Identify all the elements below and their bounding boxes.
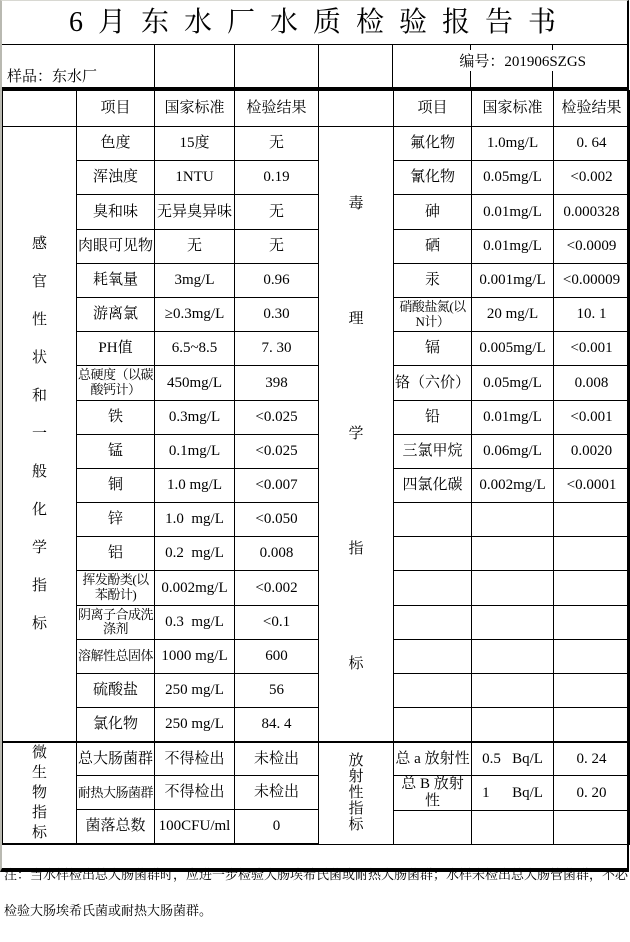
result-cell: 0. 20 xyxy=(554,776,630,811)
item-cell: 总 a 放射性 xyxy=(394,742,472,776)
item-cell: 浑浊度 xyxy=(77,161,155,195)
footnote-line: 检验大肠埃希氏菌或耐热大肠菌群。 xyxy=(4,903,213,918)
grid-line xyxy=(392,45,393,87)
item-cell: 硫酸盐 xyxy=(77,674,155,708)
result-cell: <0.050 xyxy=(235,503,319,537)
result-cell: 0.0020 xyxy=(554,434,630,468)
category-char: 般 xyxy=(31,463,47,480)
result-cell: <0.0009 xyxy=(554,229,630,263)
corner-cell xyxy=(3,91,77,127)
item-cell: 三氯甲烷 xyxy=(394,434,472,468)
item-cell: 氯化物 xyxy=(77,708,155,742)
result-cell: 600 xyxy=(235,639,319,673)
category-char: 学 xyxy=(31,539,47,556)
category-char: 官 xyxy=(31,273,47,290)
item-cell: PH值 xyxy=(77,332,155,366)
category-char: 学 xyxy=(348,425,364,442)
report-number: 编号：201906SZGS xyxy=(456,50,589,71)
result-cell: 0.96 xyxy=(235,263,319,297)
result-cell: <0.1 xyxy=(235,605,319,639)
result-cell: 84. 4 xyxy=(235,708,319,742)
left-table xyxy=(2,90,319,844)
col-header-standard: 国家标准 xyxy=(155,91,235,127)
category-char: 化 xyxy=(31,501,47,518)
standard-cell: 0.001mg/L xyxy=(472,263,554,297)
result-cell: <0.002 xyxy=(554,161,630,195)
result-cell: 未检出 xyxy=(235,742,319,776)
standard-cell: 0.005mg/L xyxy=(472,332,554,366)
result-cell: <0.001 xyxy=(554,400,630,434)
category-toxicological xyxy=(319,127,394,742)
col-header-result: 检验结果 xyxy=(554,91,630,127)
category-char: 一 xyxy=(31,425,47,442)
standard-cell: 1 Bq/L xyxy=(472,776,554,811)
category-char: 标 xyxy=(31,824,47,841)
result-cell: 未检出 xyxy=(235,776,319,810)
item-cell: 氰化物 xyxy=(394,161,472,195)
item-cell: 挥发酚类(以苯酚计) xyxy=(77,571,155,605)
item-cell: 汞 xyxy=(394,263,472,297)
col-header-item: 项目 xyxy=(77,91,155,127)
result-cell: 0.19 xyxy=(235,161,319,195)
standard-cell: 450mg/L xyxy=(155,366,235,400)
standard-cell xyxy=(472,639,554,673)
item-cell: 铬（六价） xyxy=(394,366,472,400)
result-cell: 无 xyxy=(235,229,319,263)
category-char: 毒 xyxy=(348,195,364,212)
standard-cell: 0.5 Bq/L xyxy=(472,742,554,776)
corner-cell xyxy=(319,91,394,127)
standard-cell: 100CFU/ml xyxy=(155,810,235,844)
standard-cell: 0.06mg/L xyxy=(472,434,554,468)
standard-cell: 0.05mg/L xyxy=(472,366,554,400)
item-cell: 铅 xyxy=(394,400,472,434)
standard-cell: 250 mg/L xyxy=(155,674,235,708)
standard-cell: 1.0mg/L xyxy=(472,127,554,161)
table-body xyxy=(2,90,627,844)
standard-cell: 1.0 mg/L xyxy=(155,468,235,502)
item-cell xyxy=(394,810,472,844)
result-cell: 0.30 xyxy=(235,297,319,331)
item-cell: 总大肠菌群 xyxy=(77,742,155,776)
item-cell: 色度 xyxy=(77,127,155,161)
result-cell: 7. 30 xyxy=(235,332,319,366)
header-row xyxy=(319,91,630,127)
category-char: 放 xyxy=(348,753,364,770)
result-cell: 无 xyxy=(235,195,319,229)
standard-cell xyxy=(472,708,554,742)
standard-cell xyxy=(472,810,554,844)
result-cell: <0.025 xyxy=(235,400,319,434)
result-cell xyxy=(554,537,630,571)
result-cell: 56 xyxy=(235,674,319,708)
result-cell xyxy=(554,503,630,537)
standard-cell xyxy=(472,674,554,708)
category-char: 生 xyxy=(31,764,47,781)
standard-cell: 6.5~8.5 xyxy=(155,332,235,366)
table-row xyxy=(3,127,319,161)
result-cell: 0. 24 xyxy=(554,742,630,776)
result-cell: <0.00009 xyxy=(554,263,630,297)
standard-cell: 0.01mg/L xyxy=(472,195,554,229)
result-cell: <0.002 xyxy=(235,571,319,605)
standard-cell: 无异臭异味 xyxy=(155,195,235,229)
col-header-item: 项目 xyxy=(394,91,472,127)
right-table xyxy=(318,90,630,845)
item-cell: 铝 xyxy=(77,537,155,571)
result-cell: <0.007 xyxy=(235,468,319,502)
standard-cell: 0.01mg/L xyxy=(472,229,554,263)
col-header-standard: 国家标准 xyxy=(472,91,554,127)
result-cell xyxy=(554,708,630,742)
standard-cell: 不得检出 xyxy=(155,776,235,810)
category-char: 射 xyxy=(348,769,364,786)
item-cell: 锰 xyxy=(77,434,155,468)
result-cell: <0.001 xyxy=(554,332,630,366)
standard-cell: 0.05mg/L xyxy=(472,161,554,195)
table-row xyxy=(319,742,630,776)
category-char: 性 xyxy=(348,785,364,802)
item-cell: 耗氧量 xyxy=(77,263,155,297)
category-radioactive xyxy=(319,742,394,845)
item-cell: 氟化物 xyxy=(394,127,472,161)
item-cell: 硒 xyxy=(394,229,472,263)
item-cell: 阴离子合成洗涤剂 xyxy=(77,605,155,639)
result-cell: 0. 64 xyxy=(554,127,630,161)
item-cell: 铜 xyxy=(77,468,155,502)
standard-cell: 0.3mg/L xyxy=(155,400,235,434)
info-row xyxy=(2,45,627,90)
item-cell xyxy=(394,605,472,639)
item-cell: 总硬度（以碳酸钙计） xyxy=(77,366,155,400)
result-cell xyxy=(554,605,630,639)
item-cell: 游离氯 xyxy=(77,297,155,331)
standard-cell xyxy=(472,571,554,605)
item-cell: 溶解性总固体 xyxy=(77,639,155,673)
footnote-line: 注：当水样检出总大肠菌群时，应进一步检验大肠埃希氏菌或耐热大肠菌群；水样未检出总大肠管菌群，不必 xyxy=(4,867,629,882)
result-cell: <0.025 xyxy=(235,434,319,468)
item-cell xyxy=(394,674,472,708)
col-header-result: 检验结果 xyxy=(235,91,319,127)
item-cell: 砷 xyxy=(394,195,472,229)
category-char: 标 xyxy=(31,615,47,632)
standard-cell xyxy=(472,605,554,639)
standard-cell: 0.01mg/L xyxy=(472,400,554,434)
category-char: 性 xyxy=(31,311,47,328)
item-cell: 臭和味 xyxy=(77,195,155,229)
item-cell xyxy=(394,639,472,673)
category-char: 指 xyxy=(348,801,364,818)
item-cell: 肉眼可见物 xyxy=(77,229,155,263)
category-char: 指 xyxy=(31,804,47,821)
footnote xyxy=(2,844,629,918)
category-microbial xyxy=(3,742,77,844)
result-cell xyxy=(554,571,630,605)
category-char: 标 xyxy=(348,655,364,672)
category-char: 理 xyxy=(348,310,364,327)
item-cell: 锌 xyxy=(77,503,155,537)
standard-cell: 250 mg/L xyxy=(155,708,235,742)
result-cell: 398 xyxy=(235,366,319,400)
standard-cell xyxy=(472,537,554,571)
grid-line xyxy=(318,45,319,87)
standard-cell: 不得检出 xyxy=(155,742,235,776)
standard-cell xyxy=(472,503,554,537)
item-cell: 总 B 放射性 xyxy=(394,776,472,811)
category-char: 物 xyxy=(31,784,47,801)
grid-line xyxy=(154,45,155,87)
standard-cell: 0.002mg/L xyxy=(155,571,235,605)
result-cell xyxy=(554,639,630,673)
grid-line xyxy=(234,45,235,87)
result-cell: 10. 1 xyxy=(554,297,630,331)
table-row xyxy=(319,127,630,161)
standard-cell: ≥0.3mg/L xyxy=(155,297,235,331)
result-cell: 0.008 xyxy=(235,537,319,571)
category-char: 感 xyxy=(31,235,47,252)
standard-cell: 3mg/L xyxy=(155,263,235,297)
standard-cell: 1NTU xyxy=(155,161,235,195)
item-cell: 镉 xyxy=(394,332,472,366)
standard-cell: 0.3 mg/L xyxy=(155,605,235,639)
standard-cell: 1.0 mg/L xyxy=(155,503,235,537)
item-cell: 耐热大肠菌群 xyxy=(77,776,155,810)
standard-cell: 0.2 mg/L xyxy=(155,537,235,571)
item-cell xyxy=(394,537,472,571)
result-cell: <0.0001 xyxy=(554,468,630,502)
item-cell xyxy=(394,708,472,742)
standard-cell: 1000 mg/L xyxy=(155,639,235,673)
category-char: 微 xyxy=(31,744,47,761)
header-row xyxy=(3,91,319,127)
item-cell: 硝酸盐氮(以N计） xyxy=(394,297,472,331)
category-label xyxy=(32,743,47,843)
category-char: 指 xyxy=(31,577,47,594)
category-char: 状 xyxy=(31,349,47,366)
item-cell: 菌落总数 xyxy=(77,810,155,844)
standard-cell: 0.1mg/L xyxy=(155,434,235,468)
category-sensory-chemical xyxy=(3,127,77,742)
standard-cell: 无 xyxy=(155,229,235,263)
result-cell: 无 xyxy=(235,127,319,161)
table-row xyxy=(3,742,319,776)
item-cell xyxy=(394,571,472,605)
category-label xyxy=(348,146,363,721)
sample-label: 样品：东水厂 xyxy=(5,65,99,86)
item-cell: 铁 xyxy=(77,400,155,434)
category-label xyxy=(32,225,47,643)
result-cell: 0 xyxy=(235,810,319,844)
category-char: 指 xyxy=(348,540,364,557)
report-title: 6 月 东 水 厂 水 质 检 验 报 告 书 xyxy=(2,1,627,45)
category-char: 标 xyxy=(348,817,364,834)
result-cell: 0.000328 xyxy=(554,195,630,229)
result-cell xyxy=(554,810,630,844)
result-cell: 0.008 xyxy=(554,366,630,400)
category-char: 和 xyxy=(31,387,47,404)
standard-cell: 0.002mg/L xyxy=(472,468,554,502)
result-cell xyxy=(554,674,630,708)
item-cell: 四氯化碳 xyxy=(394,468,472,502)
category-label xyxy=(348,753,363,833)
standard-cell: 20 mg/L xyxy=(472,297,554,331)
standard-cell: 15度 xyxy=(155,127,235,161)
item-cell xyxy=(394,503,472,537)
